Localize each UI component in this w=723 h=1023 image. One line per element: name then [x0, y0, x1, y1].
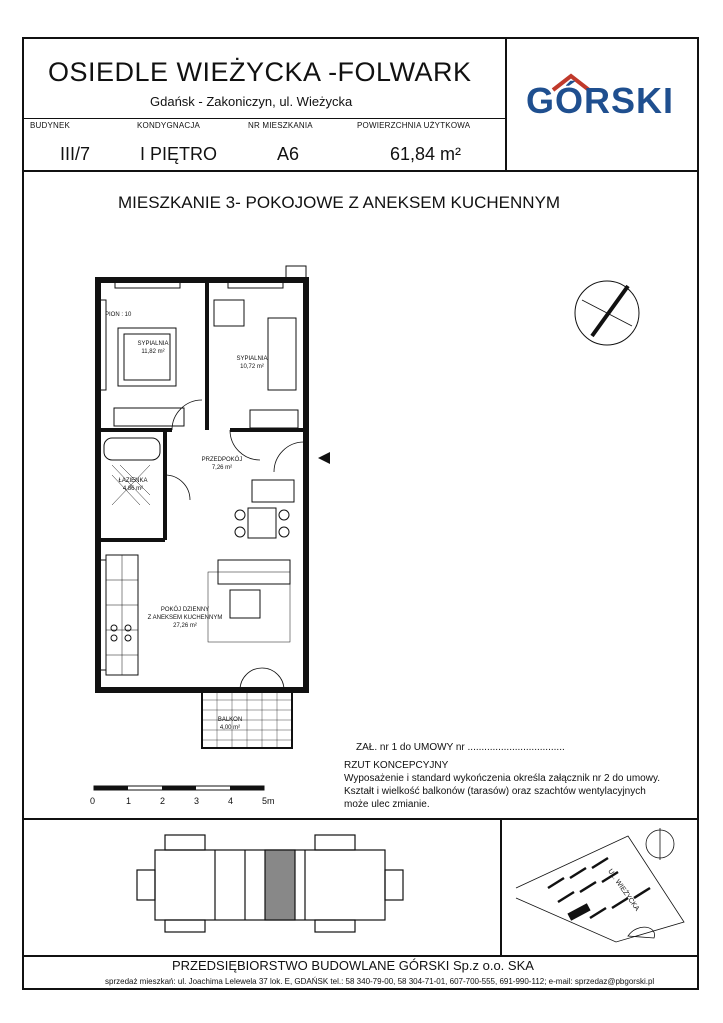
header-divider	[505, 37, 507, 171]
rzut-note: RZUT KONCEPCYJNY Wyposażenie i standard wykończenia określa załącznik nr 2 do umowy. Kształt i wielkość balkonów (tarasów) oraz szachtów wentylacyjnych może ulec zmianie.	[344, 760, 660, 810]
street-label: UL. WIEŻYCKA	[606, 868, 641, 913]
scale-bar	[92, 782, 292, 796]
plan-heading: MIESZKANIE 3- POKOJOWE Z ANEKSEM KUCHENNYM	[118, 193, 561, 212]
scale-tick: 0	[90, 796, 96, 806]
scale-tick: 5m	[262, 796, 275, 806]
scale-tick: 2	[160, 796, 166, 806]
room-label: BALKON 4,00 m²	[217, 717, 243, 731]
floor-label: KONDYGNACJA	[137, 121, 201, 130]
apartment-value: A6	[277, 144, 300, 164]
north-arrow-icon	[572, 278, 642, 348]
room-label: ŁAZIENKA 4,86 m²	[118, 478, 148, 492]
page-subtitle: Gdańsk - Zakoniczyn, ul. Wieżycka	[150, 94, 353, 109]
title-rule	[22, 118, 506, 119]
page-title: OSIEDLE WIEŻYCKA -FOLWARK	[48, 57, 472, 87]
cell-divider	[130, 118, 131, 119]
floor-plan	[90, 260, 350, 760]
floor-value: I PIĘTRO	[140, 144, 218, 164]
scale-tick: 1	[126, 796, 132, 806]
pion-label: PION : 10	[105, 312, 132, 318]
siteplan-divider	[500, 818, 502, 956]
footer-rule	[22, 955, 699, 957]
scale-tick: 3	[194, 796, 200, 806]
cell-divider	[352, 118, 353, 119]
area-value: 61,84 m²	[390, 144, 462, 164]
scale-ticks	[90, 796, 290, 808]
site-plan-map	[508, 826, 698, 951]
building-label: BUDYNEK	[30, 121, 71, 130]
footer-contact: sprzedaż mieszkań: ul. Joachima Lelewela 37 lok. E, GDAŃSK tel.: 58 340-79-00, 58 304-71-01, 607-700-555, 691-990-112; e-mail: sprzedaz@pbgorski.pl	[105, 977, 655, 986]
apartment-label: NR MIESZKANIA	[248, 121, 313, 130]
room-label: PRZEDPOKÓJ 7,26 m²	[201, 457, 243, 471]
room-label: SYPIALNIA 10,72 m²	[236, 356, 268, 370]
footer-company: PRZEDSIĘBIORSTWO BUDOWLANE GÓRSKI Sp.z o.o. SKA	[172, 958, 534, 973]
area-label: POWIERZCHNIA UŻYTKOWA	[357, 121, 471, 130]
header-bottom-rule	[22, 170, 699, 172]
building-value: III/7	[60, 144, 91, 164]
cell-divider	[243, 118, 244, 119]
room-label: SYPIALNIA 11,82 m²	[137, 341, 169, 355]
plan-bottom-rule	[22, 818, 699, 820]
brand-logo	[526, 72, 682, 122]
room-label: POKÓJ DZIENNY Z ANEKSEM KUCHENNYM 27,26 m²	[147, 607, 223, 629]
brand-name: GÓRSKI	[526, 80, 675, 121]
scale-tick: 4	[228, 796, 234, 806]
building-overview-plan	[135, 830, 405, 940]
contract-note: ZAŁ. nr 1 do UMOWY nr ...................................	[356, 742, 565, 753]
